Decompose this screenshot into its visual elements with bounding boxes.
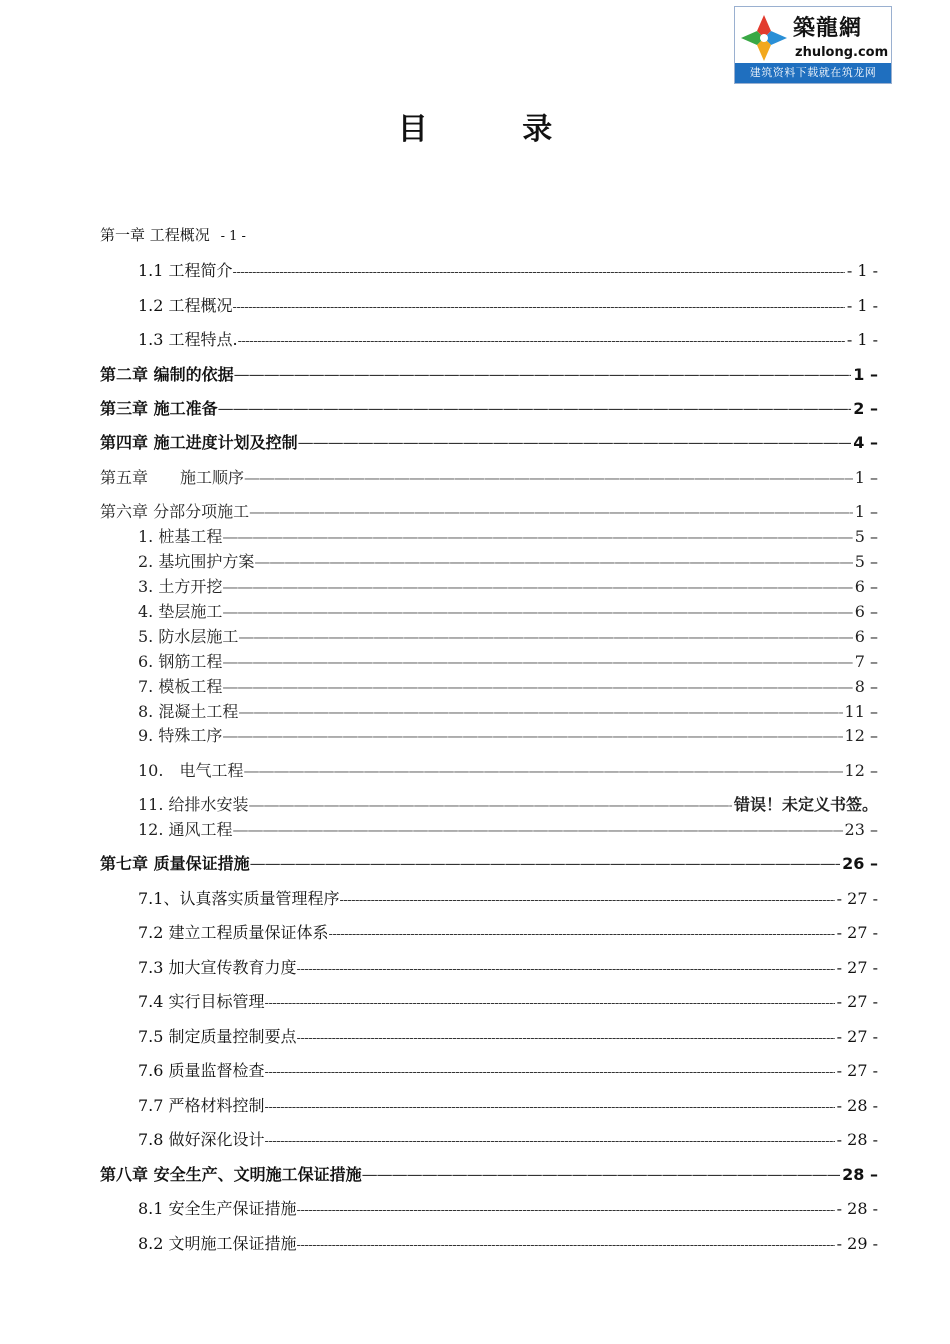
toc-leader [238,627,852,646]
toc-entry-6-9[interactable] [138,723,878,746]
toc-entry-7-1[interactable] [138,886,878,909]
zhulong-logo-icon [739,13,789,63]
toc-entry-1-3[interactable] [138,327,878,350]
toc-entry-6-2[interactable] [138,549,878,572]
toc-leader [222,602,852,621]
toc-page: 12 – [844,726,878,745]
toc-label: 第五章 施工顺序 [100,468,245,487]
toc-entry-6-12[interactable] [138,817,878,840]
toc-leader [233,820,843,839]
toc-label: 9. 特殊工序 [138,726,223,745]
toc-leader [265,1100,835,1115]
toc-page: 1 – [853,365,878,384]
toc-entry-ch4[interactable] [100,430,878,453]
toc-entry-7-3[interactable] [138,955,878,978]
toc-entry-7-5[interactable] [138,1024,878,1047]
toc-entry-6-7[interactable] [138,674,878,697]
toc-entry-6-5[interactable] [138,624,878,647]
toc-page: - 1 - [846,330,878,349]
toc-page: 1 – [854,502,878,521]
toc-label: 7.1、认真落实质量管理程序 [138,889,340,908]
toc-entry-ch2[interactable] [100,362,878,385]
toc-page: - 28 - [836,1096,878,1115]
toc-entry-ch7[interactable] [100,851,878,874]
toc-label: 8.1 安全生产保证措施 [138,1199,297,1218]
toc-leader [265,996,835,1011]
logo-name: 築龍網 [793,15,863,41]
toc-page: - 27 - [836,958,878,977]
toc-entry-1-2[interactable] [138,293,878,316]
toc-entry-1-1[interactable] [138,258,878,281]
toc-label: 1.1 工程简介 [138,261,233,280]
toc-label: 2. 基坑围护方案 [138,552,255,571]
toc-leader [298,433,852,452]
toc-page: 4 – [853,433,878,452]
toc-label: 第一章 工程概况 [100,226,210,244]
toc-entry-7-2[interactable] [138,920,878,943]
toc-leader [362,1165,841,1184]
toc-entry-7-8[interactable] [138,1127,878,1150]
toc-entry-8-2[interactable] [138,1231,878,1254]
toc-leader [339,893,834,908]
toc-label: 第七章 质量保证措施 [100,854,250,873]
toc-label: 11. 给排水安装 [138,795,249,814]
toc-label: 第四章 施工进度计划及控制 [100,433,298,452]
toc-label: 5. 防水层施工 [138,627,239,646]
toc-entry-6-8[interactable] [138,699,878,722]
toc-label: 4. 垫层施工 [138,602,223,621]
toc-label: 第八章 安全生产、文明施工保证措施 [100,1165,362,1184]
toc-page: 26 – [842,854,878,873]
toc-page: 6 – [854,577,878,596]
toc-label: 3. 土方开挖 [138,577,223,596]
toc-entry-ch6[interactable] [100,499,878,522]
toc-entry-ch5[interactable] [100,465,878,488]
toc-page: 8 – [854,677,878,696]
toc-page: 11 – [844,702,878,721]
toc-leader [329,927,835,942]
toc-label: 12. 通风工程 [138,820,233,839]
toc-leader [218,399,852,418]
toc-entry-8-1[interactable] [138,1196,878,1219]
toc-leader [297,962,835,977]
toc-label: 6. 钢筋工程 [138,652,223,671]
toc-page: - 1 - [220,229,246,244]
toc-entry-6-3[interactable] [138,574,878,597]
toc-page: 6 – [854,602,878,621]
zhulong-logo[interactable] [734,6,892,84]
toc-label: 7.2 建立工程质量保证体系 [138,923,329,942]
toc-entry-6-4[interactable] [138,599,878,622]
toc-leader [265,1134,835,1149]
toc-leader [222,527,852,546]
toc-entry-7-7[interactable] [138,1093,878,1116]
toc-label: 1.3 工程特点. [138,330,238,349]
toc-leader [244,468,853,487]
toc-label: 1.2 工程概况 [138,296,233,315]
toc-entry-6-1[interactable] [138,524,878,547]
toc-leader [238,334,845,349]
toc-leader [233,265,845,280]
toc-entry-7-6[interactable] [138,1058,878,1081]
toc-leader [297,1203,835,1218]
toc-leader [249,795,732,814]
toc-leader [243,761,842,780]
toc-entry-6-11[interactable] [138,792,878,815]
toc-label: 7.5 制定质量控制要点 [138,1027,297,1046]
toc-page: - 1 - [846,261,878,280]
toc-label: 8.2 文明施工保证措施 [138,1234,297,1253]
toc-page: 5 – [854,527,878,546]
toc-page: - 29 - [836,1234,878,1253]
toc-page: 1 – [854,468,878,487]
toc-page: - 28 - [836,1130,878,1149]
toc-label: 第二章 编制的依据 [100,365,234,384]
toc-label: 7.7 严格材料控制 [138,1096,265,1115]
toc-leader [297,1238,835,1253]
toc-page: 12 – [844,761,878,780]
toc-leader [254,552,852,571]
toc-entry-7-4[interactable] [138,989,878,1012]
toc-leader [265,1065,835,1080]
toc-leader [238,702,842,721]
toc-page: - 1 - [846,296,878,315]
toc-leader [222,726,842,745]
toc-entry-ch3[interactable] [100,396,878,419]
toc-entry-ch1[interactable] [100,224,246,245]
toc-label: 7.8 做好深化设计 [138,1130,265,1149]
toc-leader [249,502,853,521]
logo-domain: zhulong.com [795,45,889,60]
toc-entry-ch8[interactable] [100,1162,878,1185]
toc-page: - 27 - [836,1061,878,1080]
toc-page: 23 – [844,820,878,839]
toc-label: 1. 桩基工程 [138,527,223,546]
toc-leader [250,854,841,873]
toc-leader [297,1031,835,1046]
toc-leader [222,652,852,671]
toc-page: 5 – [854,552,878,571]
toc-label: 第六章 分部分项施工 [100,502,250,521]
toc-label: 7. 模板工程 [138,677,223,696]
toc-leader [222,577,852,596]
toc-label: 第三章 施工准备 [100,399,218,418]
toc-page: 7 – [854,652,878,671]
logo-slogan: 建筑资料下载就在筑龙网 [735,63,891,83]
toc-page: - 27 - [836,889,878,908]
toc-label: 7.3 加大宣传教育力度 [138,958,297,977]
toc-label: 7.6 质量监督检查 [138,1061,265,1080]
page-title: 目 录 [397,112,595,147]
toc-page: - 28 - [836,1199,878,1218]
toc-page: 28 – [842,1165,878,1184]
toc-entry-6-6[interactable] [138,649,878,672]
toc-page: - 27 - [836,923,878,942]
toc-leader [234,365,852,384]
toc-page: 2 – [853,399,878,418]
toc-leader [222,677,852,696]
toc-label: 7.4 实行目标管理 [138,992,265,1011]
toc-entry-6-10[interactable] [138,758,878,781]
toc-page: 6 – [854,627,878,646]
toc-label: 8. 混凝土工程 [138,702,239,721]
toc-page: - 27 - [836,992,878,1011]
toc-error-text: 错误！未定义书签。 [733,795,878,814]
toc-leader [233,300,845,315]
toc-page: - 27 - [836,1027,878,1046]
toc-label: 10. 电气工程 [138,761,244,780]
